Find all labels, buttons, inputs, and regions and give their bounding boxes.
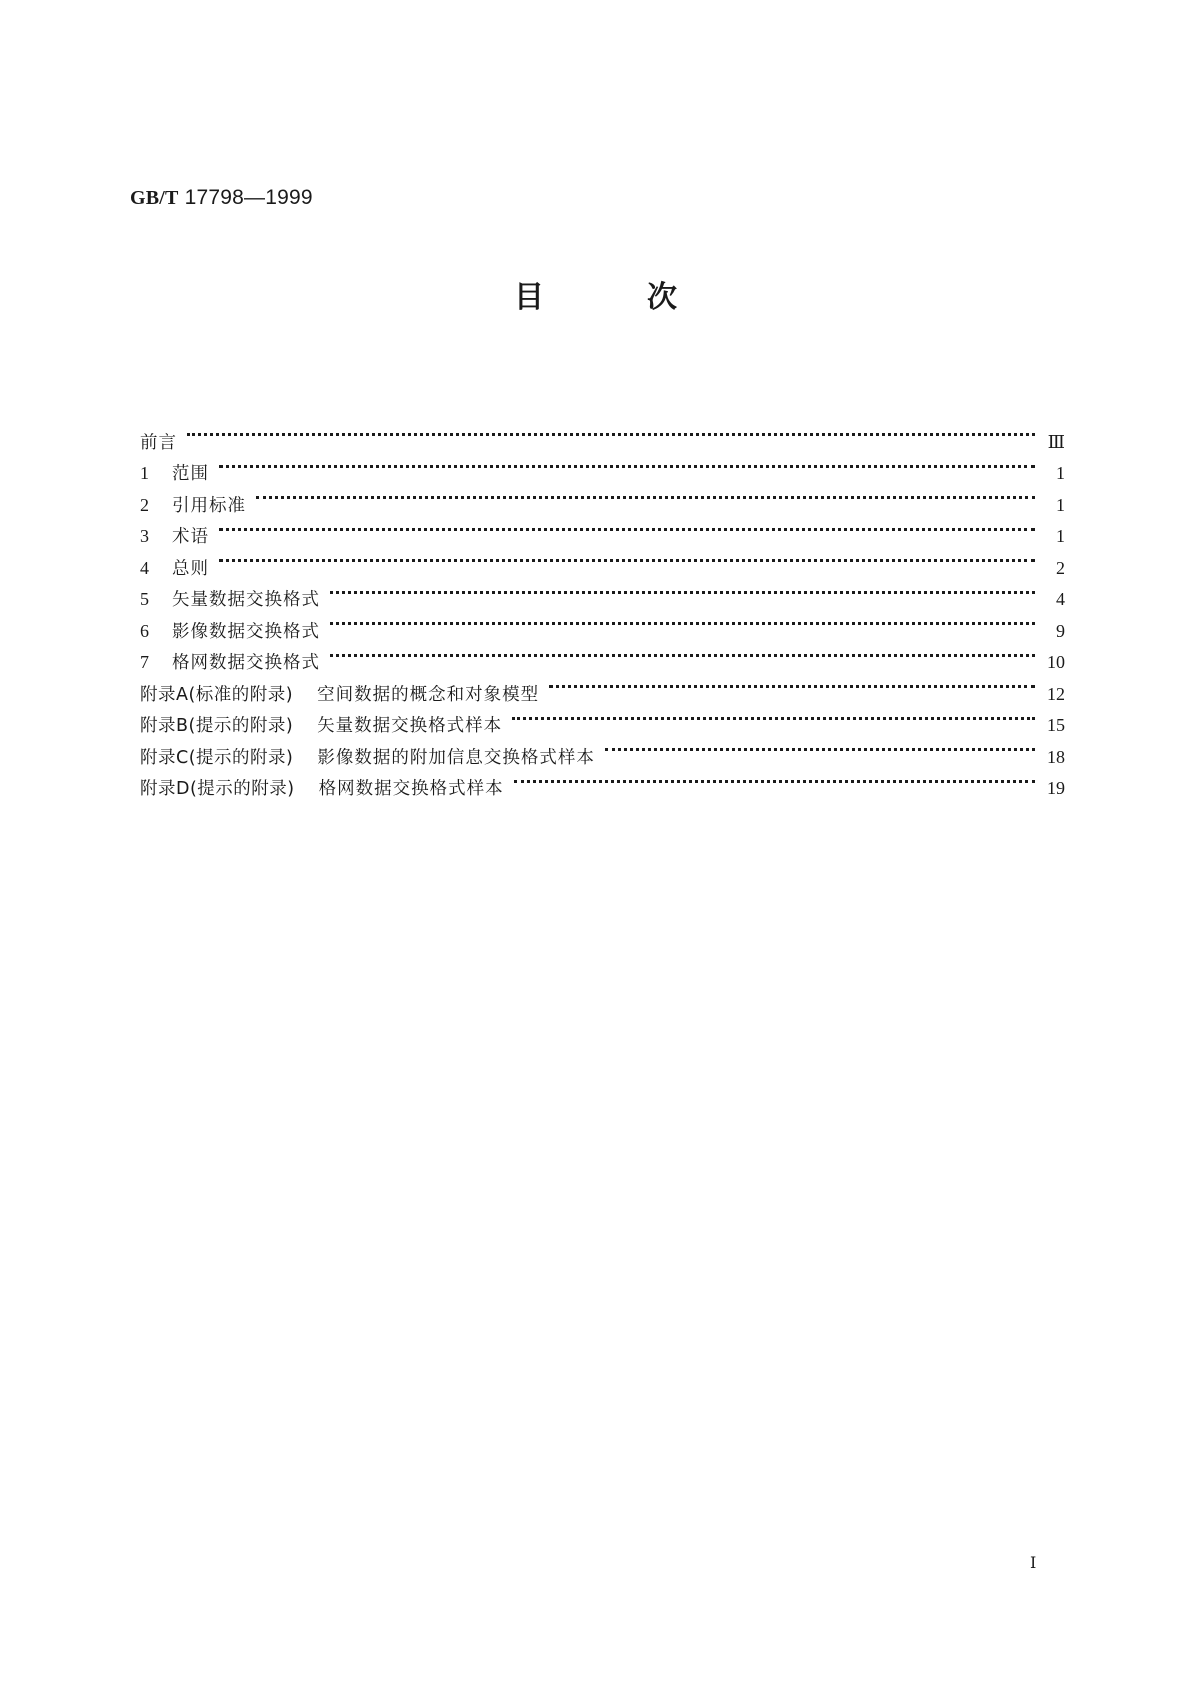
toc-entry-label: 引用标准: [172, 495, 246, 516]
toc-entry-page: 19: [1047, 778, 1065, 798]
toc-entry-5[interactable]: [140, 574, 1065, 610]
toc-entry-label: 影像数据交换格式: [172, 621, 320, 642]
toc-entry-4[interactable]: [140, 542, 1065, 579]
toc-entry-number: 5: [140, 589, 149, 609]
toc-leader-dots: [330, 574, 1035, 606]
toc-entry-appendix-prefix: 附录A(标准的附录): [140, 684, 294, 705]
toc-entry-label: 总则: [172, 558, 209, 579]
toc-leader-dots: [330, 637, 1035, 669]
toc-entry-3[interactable]: [140, 511, 1065, 547]
toc-entry-label: 空间数据的概念和对象模型: [317, 684, 540, 705]
toc-entry-page: 18: [1047, 746, 1065, 767]
standard-number: 17798—1999: [184, 186, 313, 209]
toc-entry-page: 1: [1056, 463, 1065, 483]
toc-entry-page: Ⅲ: [1047, 431, 1065, 452]
page-title: [0, 280, 1191, 316]
toc-entry-1[interactable]: [140, 448, 1065, 484]
toc-entry-page: 15: [1047, 715, 1065, 735]
toc-leader-dots: [187, 416, 1035, 448]
toc-leader-dots: [549, 668, 1035, 700]
toc-leader-dots: [219, 448, 1035, 480]
toc-entry-label: 格网数据交换格式样本: [318, 779, 504, 799]
toc-leader-dots: [605, 731, 1035, 763]
standard-code: [130, 186, 313, 210]
title-char-1: 目: [514, 280, 545, 315]
toc-entry-page: 10: [1047, 652, 1065, 672]
standard-prefix: GB/T: [130, 187, 179, 209]
toc-leader-dots: [219, 511, 1035, 543]
toc-entry-page: 9: [1056, 620, 1065, 641]
toc-entry-label: 前言: [140, 432, 177, 453]
toc-entry-number: 7: [140, 652, 149, 672]
toc-leader-dots: [330, 605, 1035, 637]
toc-entry-number: 1: [140, 463, 149, 483]
table-of-contents: [140, 416, 1065, 799]
page-number: Ⅰ: [1030, 1555, 1037, 1572]
toc-entry-appendix-prefix: 附录C(提示的附录): [140, 747, 294, 768]
toc-entry-page: 1: [1056, 494, 1065, 515]
toc-entry-number: 6: [140, 620, 149, 641]
toc-entry-page: 4: [1056, 589, 1065, 609]
toc-entry-label: 影像数据的附加信息交换格式样本: [317, 747, 595, 768]
toc-entry-number: 4: [140, 557, 149, 578]
toc-entry-page: 2: [1056, 557, 1065, 578]
toc-entry-page: 1: [1056, 526, 1065, 546]
toc-entry-number: 2: [140, 494, 149, 515]
toc-entry-foreword[interactable]: [140, 416, 1065, 453]
toc-entry-page: 12: [1047, 683, 1065, 704]
toc-entry-appendix-prefix: 附录D(提示的附录): [140, 779, 295, 799]
toc-entry-2[interactable]: [140, 479, 1065, 516]
toc-entry-label: 格网数据交换格式: [172, 653, 320, 673]
toc-entry-number: 3: [140, 526, 149, 546]
title-char-2: 次: [646, 280, 677, 315]
toc-leader-dots: [512, 700, 1035, 732]
toc-leader-dots: [514, 763, 1035, 795]
toc-entry-label: 矢量数据交换格式样本: [317, 716, 503, 736]
toc-leader-dots: [219, 542, 1035, 574]
toc-leader-dots: [256, 479, 1035, 511]
toc-entry-label: 矢量数据交换格式: [172, 590, 320, 610]
toc-entry-label: 术语: [172, 527, 209, 547]
toc-entry-appendix-prefix: 附录B(提示的附录): [140, 716, 294, 736]
toc-entry-label: 范围: [172, 464, 209, 484]
